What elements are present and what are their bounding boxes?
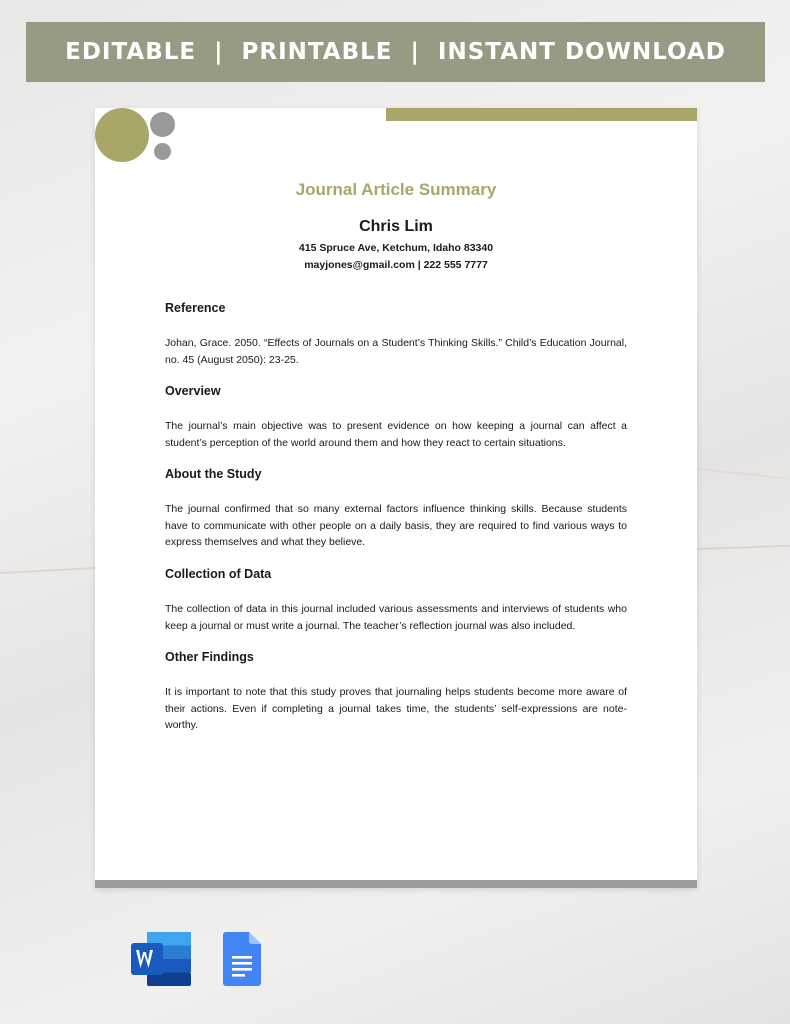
accent-circle-small — [154, 143, 171, 160]
banner-text: EDITABLE | PRINTABLE | INSTANT DOWNLOAD — [65, 39, 726, 65]
document-title: Journal Article Summary — [295, 180, 497, 199]
accent-circle-medium — [150, 112, 175, 137]
section-body-overview: The journal’s main objective was to present evidence on how keeping a journal can affect a student’s perception of the world around them and how they react to certain situations. — [165, 420, 627, 449]
google-docs-icon — [223, 932, 261, 986]
author-name: Chris Lim — [359, 218, 433, 235]
section-body-about-the-study: The journal confirmed that so many external factors influence thinking skills. Because students have to communicate with other people on a daily basis, they are required to find various ways to express themselves and what they believe. — [165, 503, 627, 548]
section-heading-reference: Reference — [165, 301, 226, 315]
section-body-collection-of-data: The collection of data in this journal included various assessments and interviews of students who keep a journal or must write a journal. The teacher’s reflection journal was also included. — [165, 603, 627, 632]
section-body-other-findings: It is important to note that this study proves that journaling helps students become more aware of their actions. Even if completing a journal takes time, the students’ self-expressions are note-worthy. — [165, 686, 627, 731]
author-contact: mayjones@gmail.com | 222 555 7777 — [304, 259, 488, 271]
marble-vein — [697, 468, 790, 480]
section-heading-overview: Overview — [165, 384, 221, 398]
marble-vein — [697, 545, 790, 550]
accent-circle-large — [95, 108, 149, 162]
microsoft-word-icon — [131, 932, 191, 986]
marble-vein — [0, 567, 95, 574]
section-heading-other-findings: Other Findings — [165, 650, 254, 664]
accent-bottom-bar — [95, 880, 697, 888]
author-address: 415 Spruce Ave, Ketchum, Idaho 83340 — [298, 242, 494, 254]
section-heading-collection-of-data: Collection of Data — [165, 567, 272, 581]
section-body-reference: Johan, Grace. 2050. “Effects of Journals on a Student’s Thinking Skills.” Child’s Education Journal, no. 45 (August 2050): 23-25. — [165, 337, 627, 366]
section-heading-about-the-study: About the Study — [165, 467, 262, 481]
document-page — [95, 108, 697, 888]
promo-banner — [26, 22, 765, 82]
accent-top-bar — [386, 108, 697, 121]
